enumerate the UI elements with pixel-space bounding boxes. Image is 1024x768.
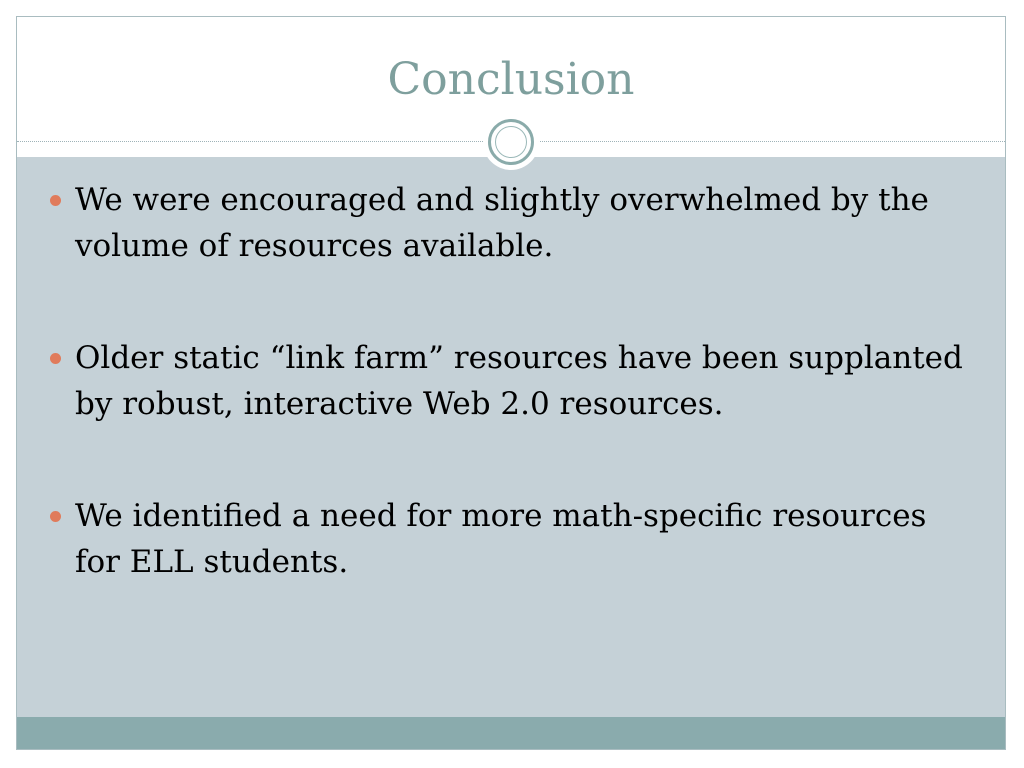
bullet-text: We were encouraged and slightly overwhelmed by the volume of resources available. (75, 182, 929, 264)
slide-frame (16, 16, 1006, 750)
bullet-text: We identified a need for more math-specific resources for ELL students. (75, 498, 927, 580)
circle-ornament-icon (483, 114, 539, 170)
content-area (17, 157, 1005, 717)
bullet-dot-icon (50, 511, 61, 522)
bullet-item (17, 177, 1005, 269)
circle-ring (488, 119, 534, 165)
slide-title: Conclusion (387, 54, 635, 105)
bullet-item (17, 335, 1005, 427)
bullet-dot-icon (50, 195, 61, 206)
bullet-dot-icon (50, 353, 61, 364)
bullet-item (17, 493, 1005, 585)
circle-core (495, 126, 527, 158)
footer-band (17, 717, 1005, 749)
bullet-text: Older static “link farm” resources have been supplanted by robust, interactive Web 2.0 resources. (75, 340, 963, 422)
bullet-list (17, 177, 1005, 651)
